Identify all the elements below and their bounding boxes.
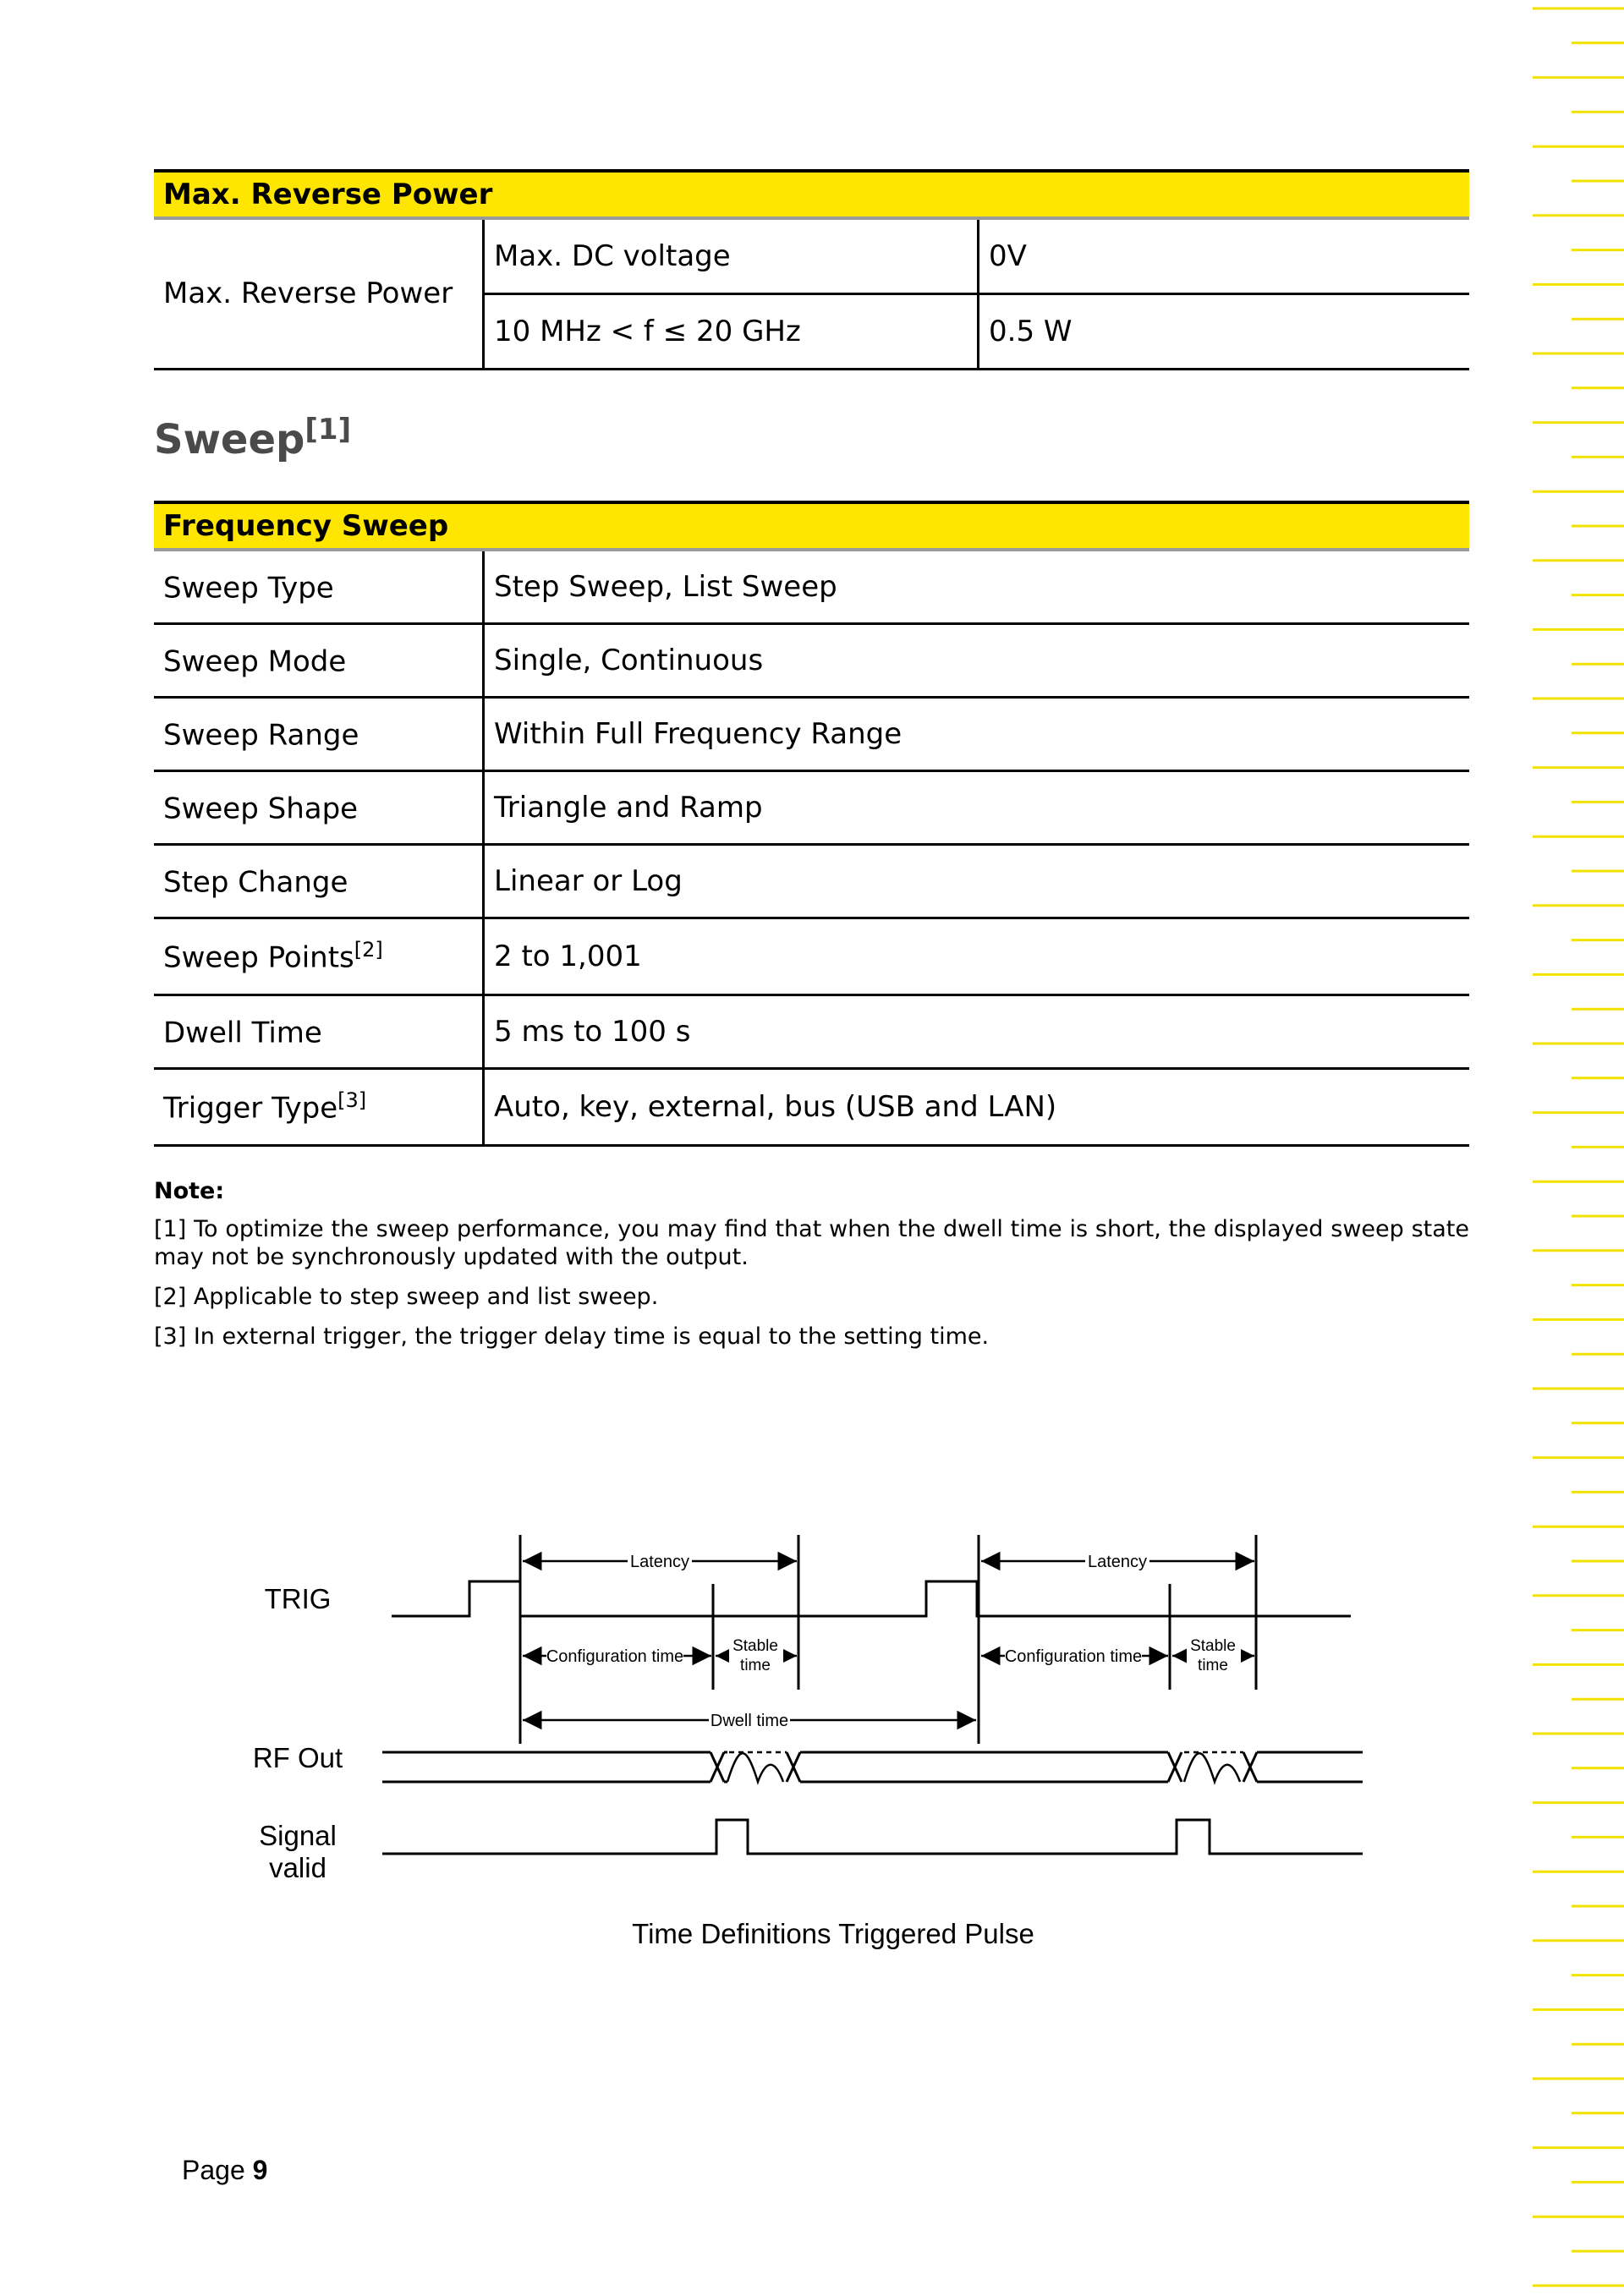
table-row [154, 550, 1469, 623]
frequency-sweep-table [154, 501, 1469, 1147]
frequency-sweep-header-row [154, 502, 1469, 550]
timing-diagram [0, 1505, 1624, 1979]
row-label: Step Change [154, 844, 484, 918]
table-row [154, 995, 1469, 1068]
table-row [154, 623, 1469, 697]
row-value: Within Full Frequency Range [484, 697, 1470, 770]
table-row [154, 844, 1469, 918]
row-label: Dwell Time [154, 995, 484, 1068]
signal-valid-label-line1: Signal [259, 1820, 337, 1851]
table-row [154, 1068, 1469, 1145]
reverse-power-header-row [154, 171, 1469, 218]
row-value: Triangle and Ramp [484, 770, 1470, 844]
row-label: Sweep Mode [154, 623, 484, 697]
row-label: Sweep Type [154, 550, 484, 623]
rf-out-label: RF Out [252, 1742, 343, 1773]
signal-valid-label-line2: valid [269, 1852, 326, 1883]
sweep-heading [154, 413, 351, 463]
row-label: Trigger Type[3] [154, 1068, 484, 1145]
configuration-time-label: Configuration time [1004, 1647, 1143, 1666]
row-value: 2 to 1,001 [484, 918, 1470, 995]
stable-time-label-line2: time [1198, 1657, 1228, 1674]
param-cell: 10 MHz < f ≤ 20 GHz [484, 293, 979, 369]
param-cell: Max. DC voltage [484, 218, 979, 293]
row-value: Single, Continuous [484, 623, 1470, 697]
note-label: Note: [154, 1178, 225, 1204]
stable-time-label-line2: time [740, 1657, 771, 1674]
latency-label: Latency [629, 1553, 690, 1571]
page-number-value: 9 [252, 2155, 268, 2185]
value-cell: 0.5 W [979, 293, 1470, 369]
row-label: Sweep Points[2] [154, 918, 484, 995]
latency-label: Latency [1087, 1553, 1148, 1571]
sweep-heading-text: Sweep [154, 416, 305, 463]
table-row [154, 918, 1469, 995]
reverse-power-table [154, 169, 1469, 370]
notes-section [154, 1177, 1469, 1362]
row-label: Sweep Shape [154, 770, 484, 844]
diagram-caption: Time Definitions Triggered Pulse [632, 1918, 1034, 1949]
note-item: [2] Applicable to step sweep and list sweep. [154, 1284, 659, 1310]
row-label: Sweep Range [154, 697, 484, 770]
table-row [154, 697, 1469, 770]
table-row [154, 218, 1469, 293]
trig-waveform [392, 1581, 1351, 1616]
configuration-time-label: Configuration time [546, 1647, 684, 1666]
note-item: [3] In external trigger, the trigger delay time is equal to the setting time. [154, 1323, 990, 1350]
stable-time-label-line1: Stable [1190, 1637, 1236, 1655]
row-value: Auto, key, external, bus (USB and LAN) [484, 1068, 1470, 1145]
signal-valid-waveform [382, 1820, 1363, 1854]
note-item: [1] To optimize the sweep performance, you may find that when the dwell time is short, the displayed sweep state may not be synchronously updated with the output. [154, 1216, 1469, 1270]
table-row [154, 770, 1469, 844]
row-value: Step Sweep, List Sweep [484, 550, 1470, 623]
dwell-time-label: Dwell time [710, 1712, 789, 1730]
reverse-power-header: Max. Reverse Power [154, 171, 1469, 218]
stable-time-label-line1: Stable [732, 1637, 778, 1655]
trig-label: TRIG [264, 1583, 332, 1614]
page-label: Page [182, 2155, 245, 2185]
reverse-power-row-label: Max. Reverse Power [154, 218, 484, 369]
page-number [182, 2155, 267, 2186]
sweep-heading-ref: [1] [304, 413, 352, 447]
frequency-sweep-header: Frequency Sweep [154, 502, 1469, 550]
row-value: 5 ms to 100 s [484, 995, 1470, 1068]
row-value: Linear or Log [484, 844, 1470, 918]
value-cell: 0V [979, 218, 1470, 293]
